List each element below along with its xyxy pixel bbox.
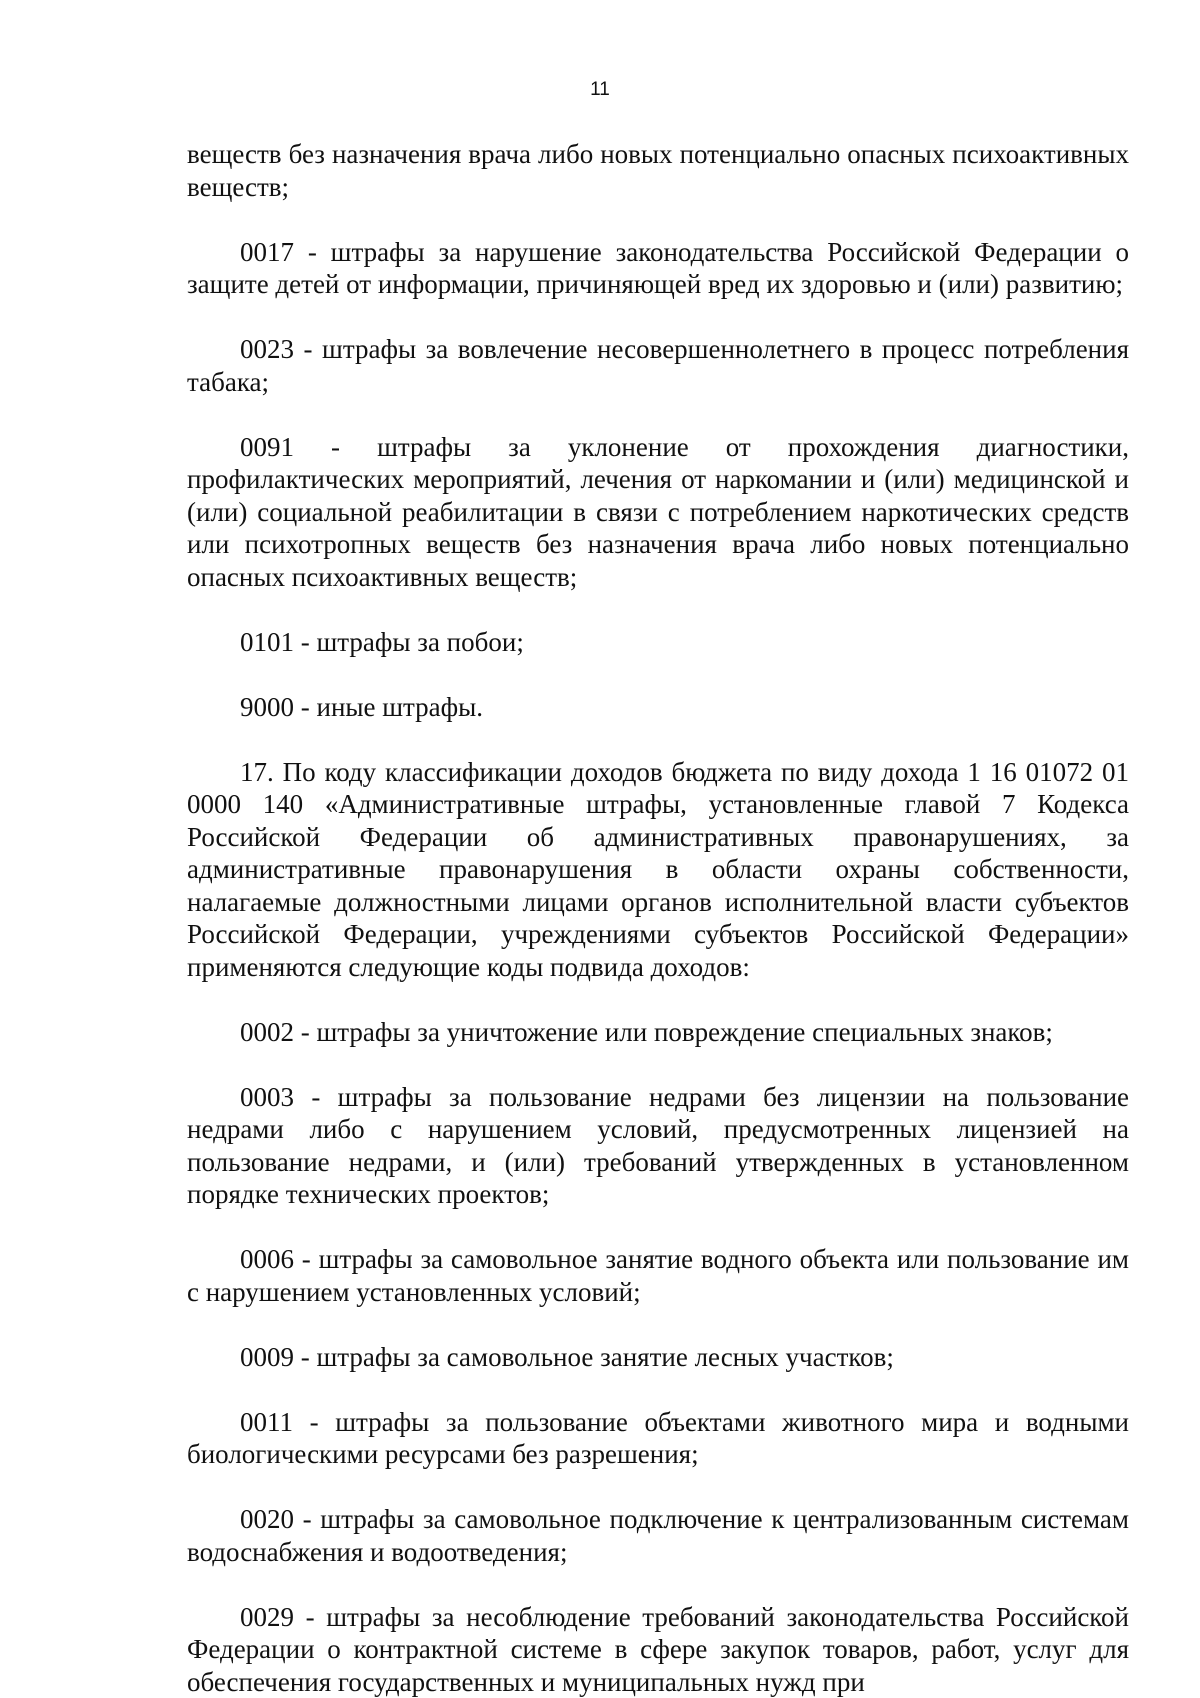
paragraph-code-0091: 0091 - штрафы за уклонение от прохождения диагностики, профилактических мероприятий, лечения от наркомании и (или) медицинской и (или) социальной реабилитации в связи с потреблением наркотических средств или психотропных веществ без назначения врача либо новых потенциально опасных психоактивных веществ; [187,431,1129,594]
paragraph-code-0029: 0029 - штрафы за несоблюдение требований законодательства Российской Федерации о контрактной системе в сфере закупок товаров, работ, услуг для обеспечения государственных и муниципальных нужд при [187,1601,1129,1698]
paragraph-item-17: 17. По коду классификации доходов бюджета по виду дохода 1 16 01072 01 0000 140 «Административные штрафы, установленные главой 7 Кодекса Российской Федерации об административных правонарушениях, за административные правонарушения в области охраны собственности, налагаемые должностными лицами органов исполнительной власти субъектов Российской Федерации, учреждениями субъектов Российской Федерации» применяются следующие коды подвида доходов: [187,756,1129,984]
paragraph-code-0017: 0017 - штрафы за нарушение законодательства Российской Федерации о защите детей от информации, причиняющей вред их здоровью и (или) развитию; [187,236,1129,301]
paragraph-code-0003: 0003 - штрафы за пользование недрами без лицензии на пользование недрами либо с нарушением условий, предусмотренных лицензией на пользование недрами, и (или) требований утвержденных в установленном порядке технических проектов; [187,1081,1129,1211]
paragraph-code-9000: 9000 - иные штрафы. [187,691,1129,724]
paragraph-code-0002: 0002 - штрафы за уничтожение или повреждение специальных знаков; [187,1016,1129,1049]
paragraph-code-0009: 0009 - штрафы за самовольное занятие лесных участков; [187,1341,1129,1374]
paragraph-code-0101: 0101 - штрафы за побои; [187,626,1129,659]
paragraph-code-0006: 0006 - штрафы за самовольное занятие водного объекта или пользование им с нарушением установленных условий; [187,1243,1129,1308]
page-number: 11 [0,80,1200,99]
paragraph-code-0011: 0011 - штрафы за пользование объектами животного мира и водными биологическими ресурсами без разрешения; [187,1406,1129,1471]
document-body [187,138,1129,1698]
paragraph-code-0023: 0023 - штрафы за вовлечение несовершеннолетнего в процесс потребления табака; [187,333,1129,398]
paragraph-continuation: веществ без назначения врача либо новых потенциально опасных психоактивных веществ; [187,138,1129,203]
paragraph-code-0020: 0020 - штрафы за самовольное подключение к централизованным системам водоснабжения и водоотведения; [187,1503,1129,1568]
